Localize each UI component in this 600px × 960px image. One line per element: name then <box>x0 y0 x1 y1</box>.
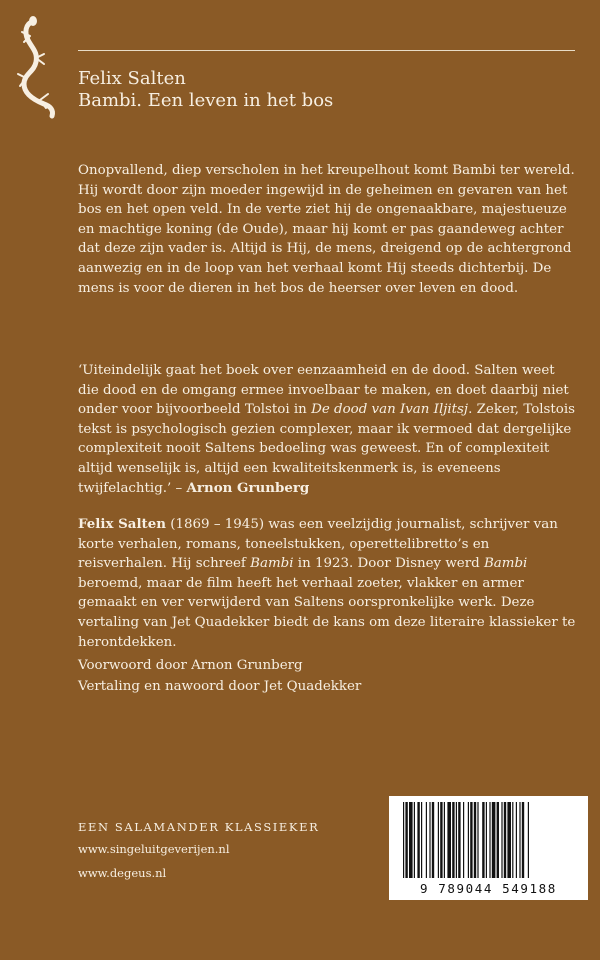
isbn-number: 9 789044 549188 <box>420 881 557 896</box>
bio-paragraph <box>78 515 578 652</box>
author-name: Felix Salten <box>78 68 186 89</box>
bio-name: Felix Salten <box>78 516 166 532</box>
barcode-bars <box>401 802 577 878</box>
bio-text-2: in 1923. Door Disney werd <box>293 556 484 572</box>
quote-source: Arnon Grunberg <box>186 479 310 496</box>
foreword-credit: Voorwoord door Arnon Grunberg <box>78 658 303 673</box>
publisher-url: www.singeluitgeverijen.nl <box>78 842 230 856</box>
bio-text: (1869 – 1945) was een veelzijdig journalist, schrijver van korte verhalen, romans, toneelstukken, operettelibretto’s en reisverhalen. Hij schreef <box>78 517 558 572</box>
book-title: Bambi. Een leven in het bos <box>78 90 334 111</box>
quote-paragraph <box>78 361 578 498</box>
quote-book-title: De dood van Ivan Iljitsj <box>311 402 469 418</box>
summary-paragraph: Onopvallend, diep verscholen in het kreupelhout komt Bambi ter wereld. Hij wordt door zijn moeder ingewijd in de geheimen en gevaren van het bos en het open veld. In de verte ziet hij de ongenaakbare, majestueuze en machtige koning (de Oude), maar hij komt er pas gaandeweg achter dat deze zijn vader is. Altijd is Hij, de mens, dreigend op de achtergrond aanwezig en in de loop van het verhaal komt Hij steeds dichterbij. De mens is voor de dieren in het bos de heerser over leven en dood. <box>78 163 575 296</box>
salamander-logo-icon <box>14 12 60 120</box>
series-label: EEN SALAMANDER KLASSIEKER <box>78 820 320 834</box>
bio-title-2: Bambi <box>483 556 528 572</box>
credits <box>78 655 361 697</box>
quote-text-cont: . Zeker, Tolstois tekst is psychologisch gezien complexer, maar ik vermoed dat dergelijke complexiteit nooit Saltens bedoeling was geweest. En of complexiteit altijd wenselijk is, altijd een kwaliteitskenmerk is, is eveneens twijfelachtig.’ – <box>78 402 576 496</box>
publisher-url-2: www.degeus.nl <box>78 866 167 880</box>
barcode <box>389 796 588 900</box>
header-rule <box>78 50 575 51</box>
translation-credit: Vertaling en nawoord door Jet Quadekker <box>78 679 362 694</box>
bio-text-3: beroemd, maar de film heeft het verhaal zoeter, vlakker en armer gemaakt en ver verwijderd van Saltens oorspronkelijke werk. Deze vertaling van Jet Quadekker biedt de kans om deze literaire klassieker te herontdekken. <box>78 575 576 650</box>
bio-title: Bambi <box>250 556 294 572</box>
quote-text: ‘Uiteindelijk gaat het boek over eenzaamheid en de dood. Salten weet die dood en de omgang ermee invoelbaar te maken, en doet daarbij niet onder voor bijvoorbeeld Tolstoi in <box>78 363 569 418</box>
